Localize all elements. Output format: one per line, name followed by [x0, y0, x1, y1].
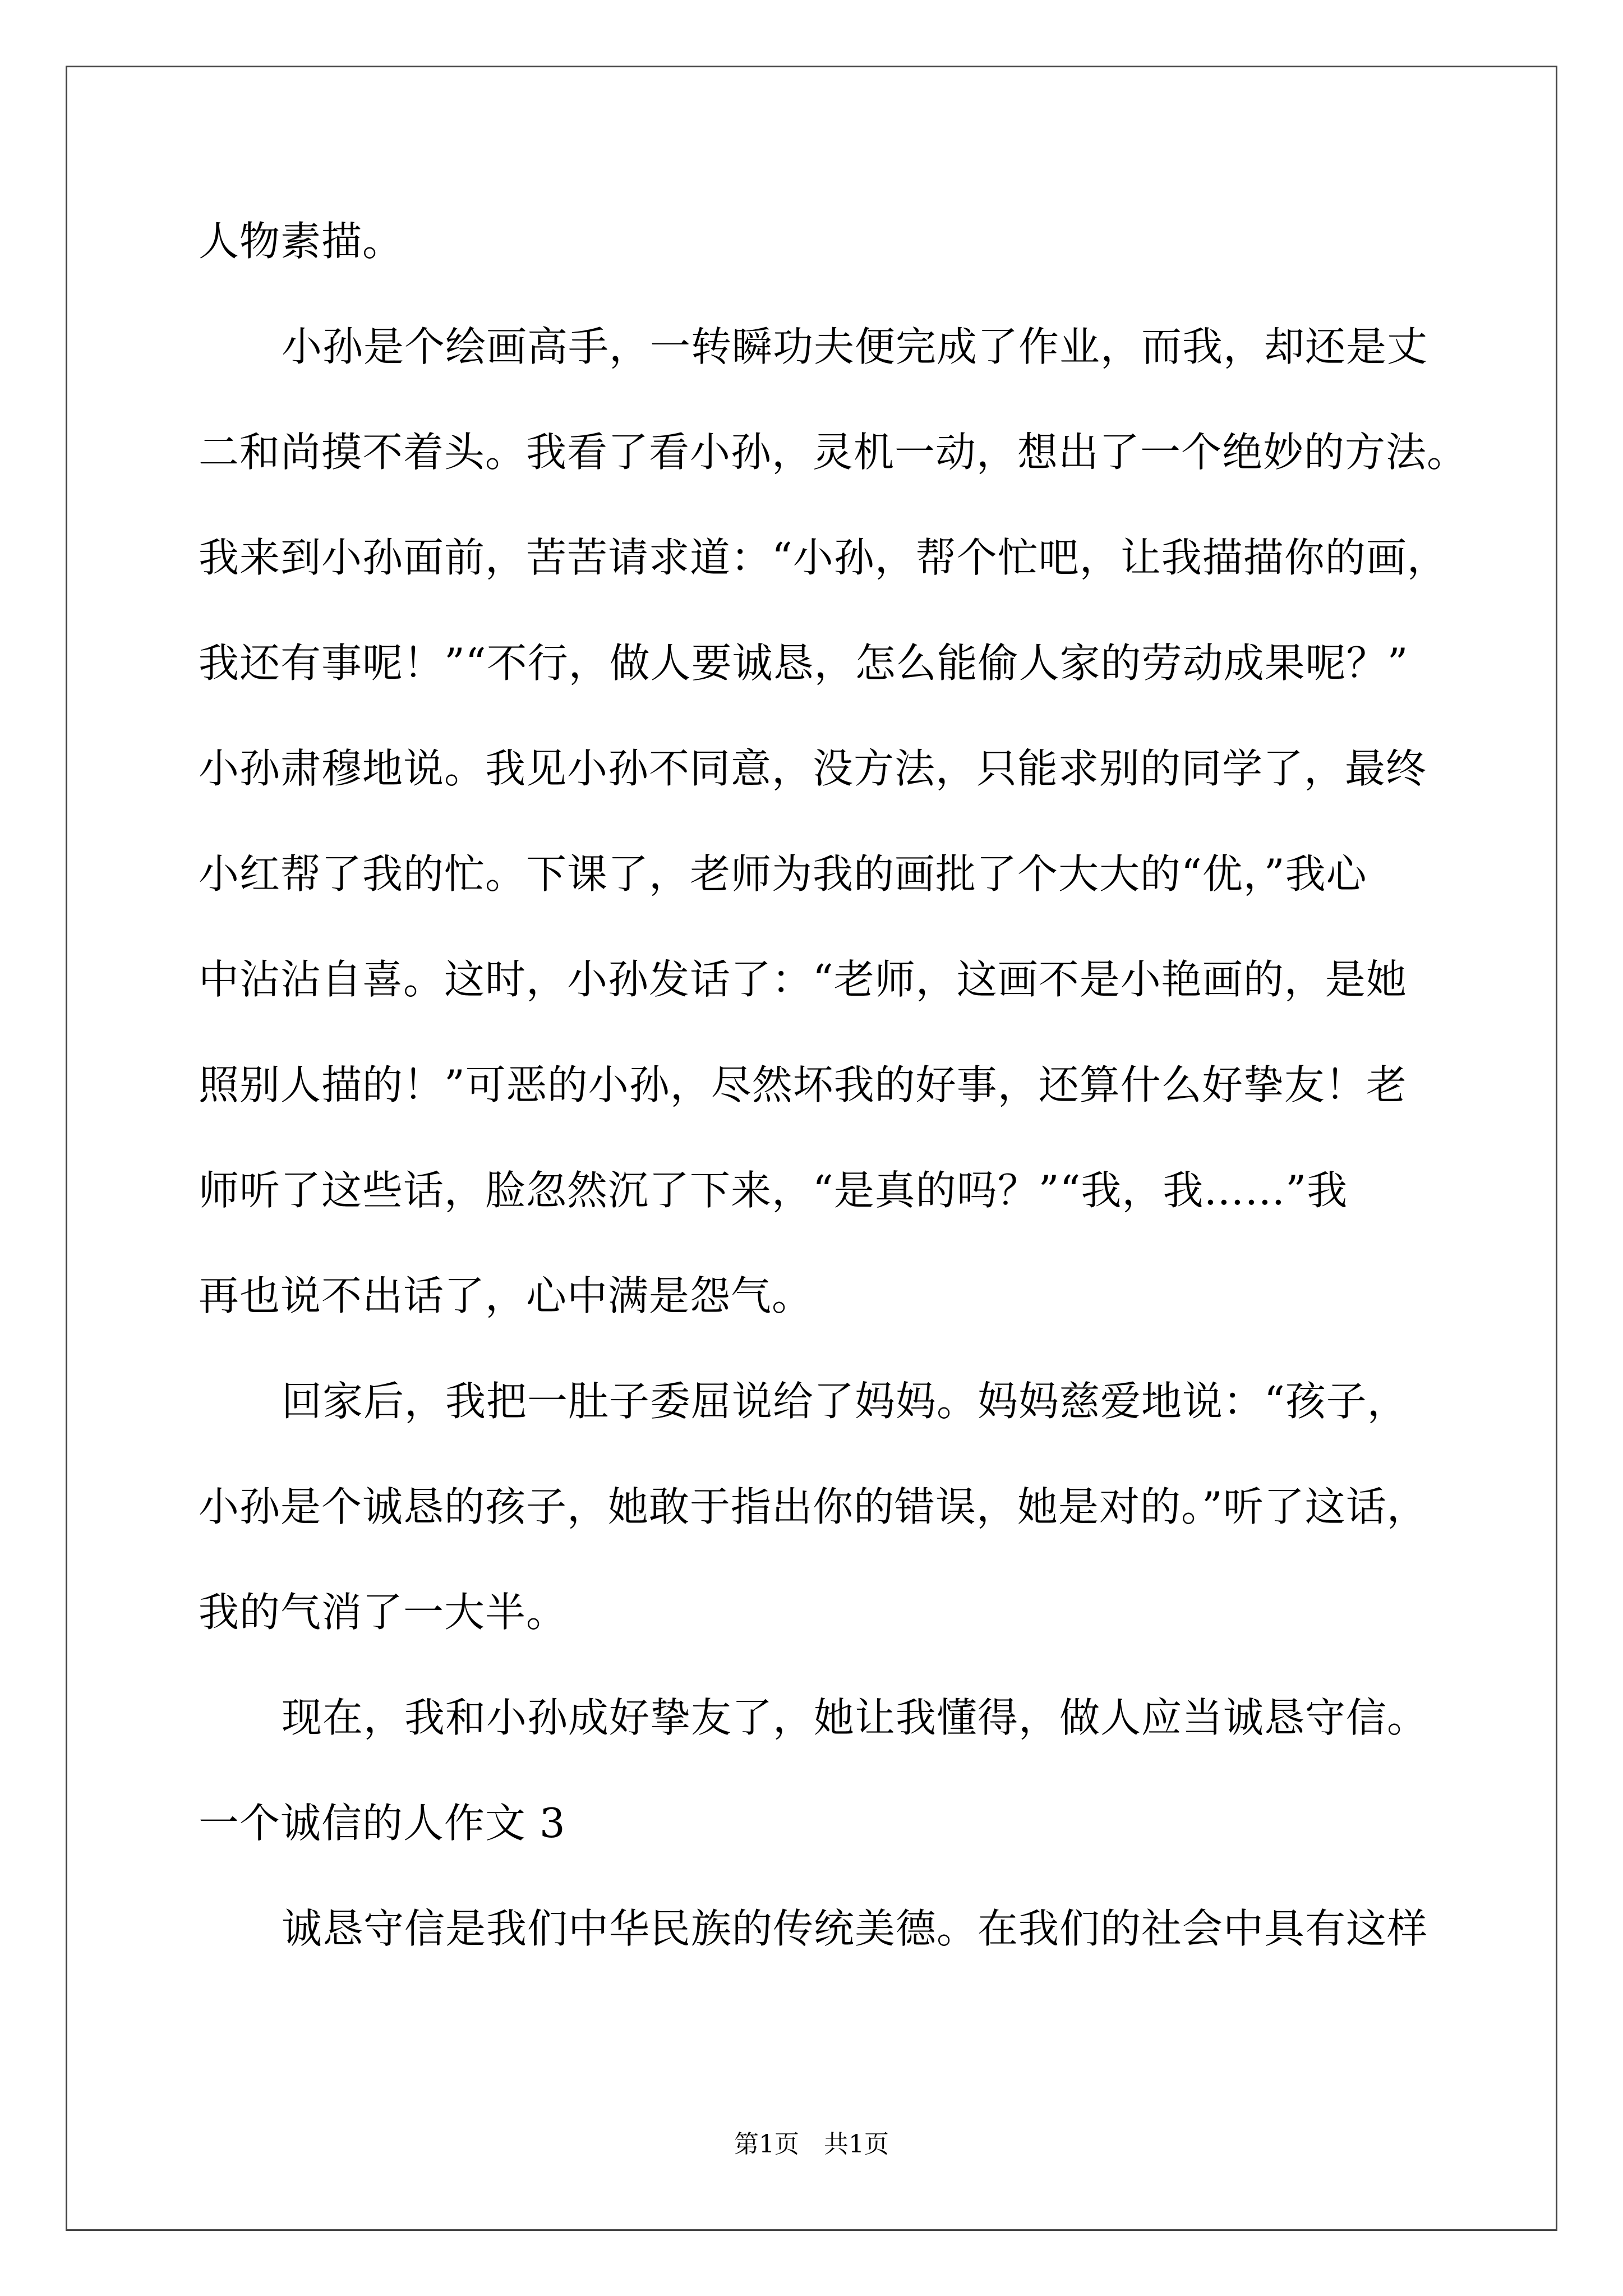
text-line: 我还有事呢！”“不行，做人要诚恳，怎么能偷人家的劳动成果呢？” — [199, 639, 1409, 687]
text-line: 回家后，我把一肚子委屈说给了妈妈。妈妈慈爱地说：“孩子， — [282, 1378, 1408, 1425]
text-line: 小红帮了我的忙。下课了，老师为我的画批了个大大的“优，”我心 — [199, 850, 1367, 898]
text-line: 诚恳守信是我们中华民族的传统美德。在我们的社会中具有这样 — [282, 1905, 1428, 1952]
page-footer: 第1页 共1页 — [734, 2130, 889, 2159]
text-line: 人物素描。 — [199, 218, 404, 265]
text-line: 小孙是个绘画高手，一转瞬功夫便完成了作业，而我，却还是丈 — [282, 323, 1428, 370]
text-line: 师听了这些话，脸忽然沉了下来，“是真的吗？”“我，我……”我 — [199, 1167, 1348, 1214]
text-line: 小孙是个诚恳的孩子，她敢于指出你的错误，她是对的。”听了这话， — [199, 1483, 1428, 1530]
text-line: 现在，我和小孙成好挚友了，她让我懂得，做人应当诚恳守信。 — [282, 1694, 1428, 1741]
text-line: 照别人描的！”可恶的小孙，尽然坏我的好事，还算什么好挚友！老 — [199, 1061, 1407, 1108]
text-line: 中沾沾自喜。这时，小孙发话了：“老师，这画不是小艳画的，是她 — [199, 956, 1407, 1003]
section-heading: 一个诚信的人作文 3 — [199, 1800, 566, 1847]
text-line: 我来到小孙面前，苦苦请求道：“小孙，帮个忙吧，让我描描你的画， — [199, 534, 1448, 581]
text-line: 再也说不出话了，心中满是怨气。 — [199, 1272, 813, 1319]
text-line: 我的气消了一大半。 — [199, 1589, 568, 1636]
text-line: 小孙肃穆地说。我见小孙不同意，没方法，只能求别的同学了，最终 — [199, 745, 1427, 792]
text-line: 二和尚摸不着头。我看了看小孙，灵机一动，想出了一个绝妙的方法。 — [199, 429, 1468, 476]
